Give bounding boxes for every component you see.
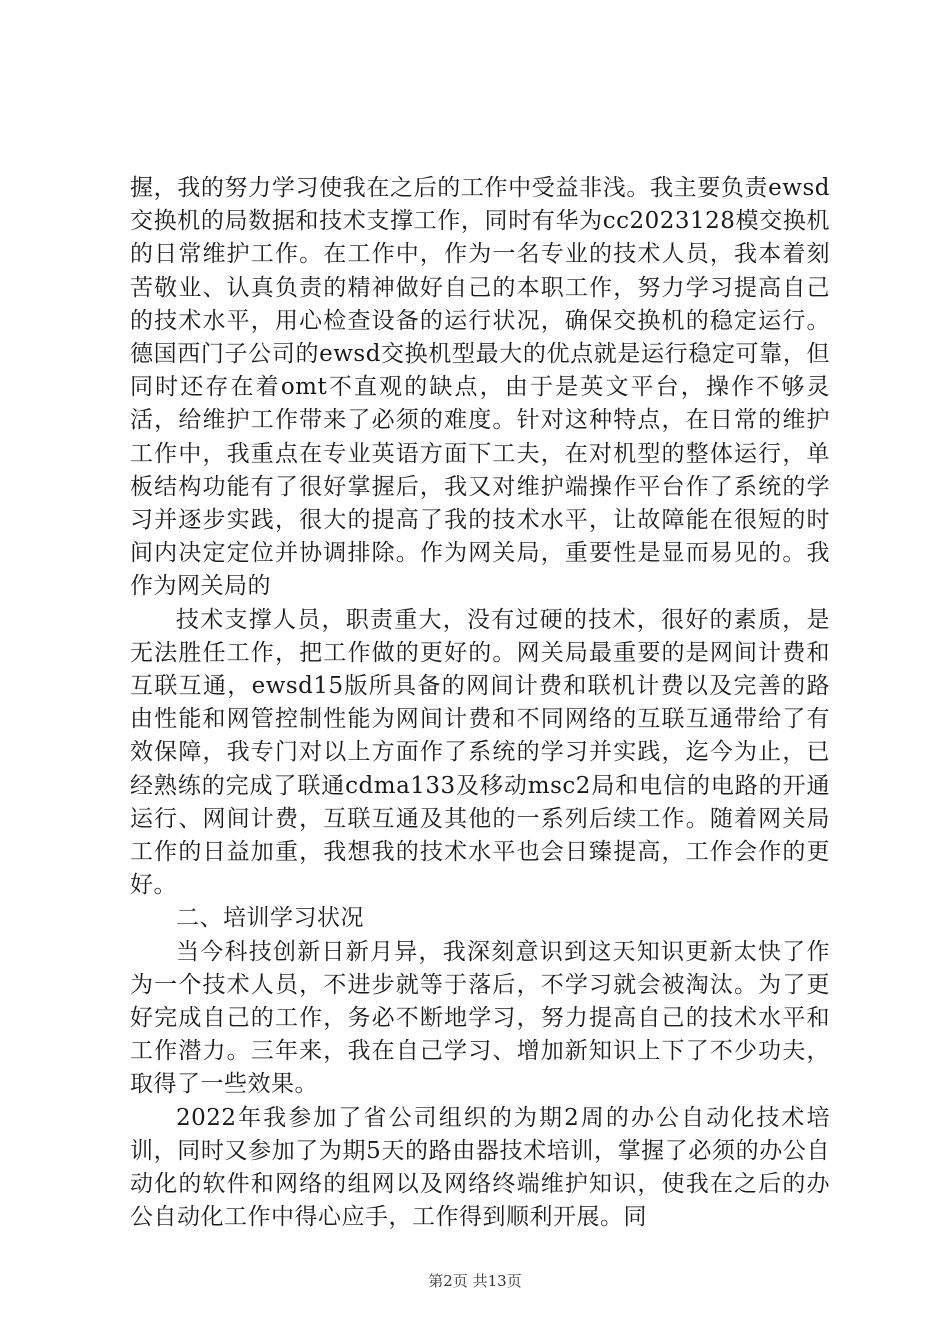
paragraph-2022-training: 2022年我参加了省公司组织的为期2周的办公自动化技术培训，同时又参加了为期5天的路由器技术培训，掌握了必须的办公自动化的软件和网络的组网以及网络终端维护知识，使我在之后的办公自动化工作中得心应手，工作得到顺利开展。同 bbox=[130, 1104, 830, 1231]
paragraph-learning: 当今科技创新日新月异，我深刻意识到这天知识更新太快了作为一个技术人员，不进步就等于落后，不学习就会被淘汰。为了更好完成自己的工作，务必不断地学习，努力提高自己的技术水平和工作潜力。三年来，我在自己学习、增加新知识上下了不少功夫，取得了一些效果。 bbox=[130, 938, 830, 1098]
paragraph-continuation: 握，我的努力学习使我在之后的工作中受益非浅。我主要负责ewsd交换机的局数据和技术支撑工作，同时有华为cc2023128模交换机的日常维护工作。在工作中，作为一名专业的技术人员，我本着刻苦敬业、认真负责的精神做好自己的本职工作，努力学习提高自己的技术水平，用心检查设备的运行状况，确保交换机的稳定运行。德国西门子公司的ewsd交换机型最大的优点就是运行稳定可靠，但同时还存在着omt不直观的缺点，由于是英文平台，操作不够灵活，给维护工作带来了必须的难度。针对这种特点，在日常的维护工作中，我重点在专业英语方面下工夫，在对机型的整体运行，单板结构功能有了很好掌握后，我又对维护端操作平台作了系统的学习并逐步实践，很大的提高了我的技术水平，让故障能在很短的时间内决定定位并协调排除。作为网关局，重要性是显而易见的。我作为网关局的 bbox=[130, 175, 830, 600]
document-body bbox=[130, 172, 830, 1235]
page-number-footer: 第2页 共13页 bbox=[428, 1272, 522, 1290]
paragraph-gateway-support: 技术支撑人员，职责重大，没有过硬的技术，很好的素质，是无法胜任工作，把工作做的更好的。网关局最重要的是网间计费和互联互通，ewsd15版所具备的网间计费和联机计费以及完善的路由性能和网管控制性能为网间计费和不同网络的互联互通带给了有效保障，我专门对以上方面作了系统的学习并实践，迄今为止，已经熟练的完成了联通cdma133及移动msc2局和电信的电路的开通运行、网间计费，互联互通及其他的一系列后续工作。随着网关局工作的日益加重，我想我的技术水平也会日臻提高，工作会作的更好。 bbox=[130, 606, 830, 899]
section-heading-training: 二、培训学习状况 bbox=[176, 905, 364, 932]
